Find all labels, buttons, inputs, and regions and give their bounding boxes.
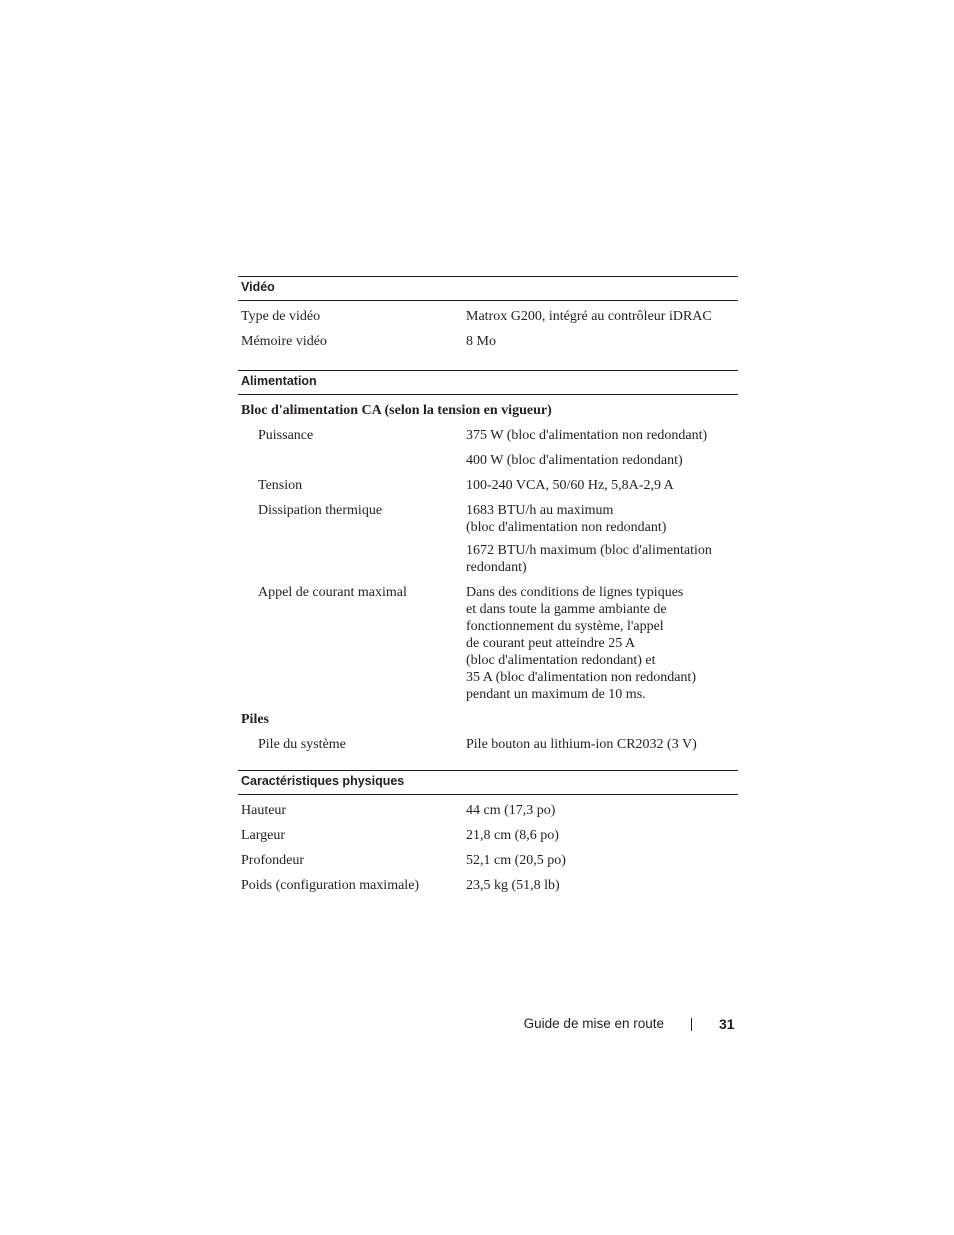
spec-value: 1672 BTU/h maximum (bloc d'alimentation redondant): [466, 543, 712, 575]
spec-table: [238, 276, 738, 894]
spec-row-video-memory: [238, 333, 738, 350]
spec-row-max-inrush-current: [238, 584, 738, 703]
spec-value: 8 Mo: [466, 334, 496, 349]
spec-row-heat-dissipation-redundant: [238, 542, 738, 576]
spec-label: Pile du système: [258, 737, 346, 752]
page-footer: [0, 1014, 954, 1034]
spec-value: 1683 BTU/h au maximum (bloc d'alimentation non redondant): [466, 503, 667, 535]
spec-value: Matrox G200, intégré au contrôleur iDRAC: [466, 309, 712, 324]
spec-value: 44 cm (17,3 po): [466, 803, 556, 818]
spec-value: 52,1 cm (20,5 po): [466, 853, 566, 868]
spec-row-wattage: [238, 427, 738, 444]
spec-row-depth: [238, 852, 738, 869]
spec-label: Profondeur: [241, 853, 304, 868]
page-number: 31: [719, 1016, 735, 1032]
spec-value: 100-240 VCA, 50/60 Hz, 5,8A-2,9 A: [466, 478, 674, 493]
spec-label: Tension: [258, 478, 303, 493]
spec-label: Mémoire vidéo: [241, 334, 327, 349]
subheading-ac-power-supply: Bloc d'alimentation CA (selon la tension en vigueur): [241, 403, 552, 418]
section-header-power: Alimentation: [238, 370, 738, 395]
section-header-physical: Caractéristiques physiques: [238, 770, 738, 795]
spec-label: Dissipation thermique: [258, 503, 383, 518]
spec-value: 23,5 kg (51,8 lb): [466, 878, 560, 893]
spec-label: Largeur: [241, 828, 286, 843]
spec-row-system-battery: [238, 736, 738, 753]
spec-row-heat-dissipation: [238, 502, 738, 536]
spec-label: Hauteur: [241, 803, 287, 818]
spec-row-weight: [238, 877, 738, 894]
section-header-video: Vidéo: [238, 276, 738, 301]
footer-separator: [691, 1018, 692, 1031]
spec-label: Type de vidéo: [241, 309, 321, 324]
section-power: [238, 395, 738, 753]
section-video: [238, 301, 738, 350]
spec-row-wattage-redundant: [238, 452, 738, 469]
spec-label: Poids (configuration maximale): [241, 878, 420, 893]
footer-guide-title: Guide de mise en route: [523, 1016, 664, 1031]
spec-row-width: [238, 827, 738, 844]
spec-row-height: [238, 802, 738, 819]
spec-label: Appel de courant maximal: [258, 585, 407, 600]
section-physical: [238, 795, 738, 894]
spec-value: Dans des conditions de lignes typiques et dans toute la gamme ambiante de fonctionnement du système, l'appel de courant peut atteindre 25 A (bloc d'alimentation redondant) et 35 A (bloc d'alimentation non redondant) pendant un maximum de 10 ms.: [466, 585, 696, 702]
spec-value: 400 W (bloc d'alimentation redondant): [466, 453, 683, 468]
spec-value: 375 W (bloc d'alimentation non redondant): [466, 428, 708, 443]
spec-label: Puissance: [258, 428, 314, 443]
spec-row-voltage: [238, 477, 738, 494]
spec-value: 21,8 cm (8,6 po): [466, 828, 559, 843]
spec-row-video-type: [238, 308, 738, 325]
subheading-batteries: Piles: [241, 712, 269, 727]
spec-value: Pile bouton au lithium-ion CR2032 (3 V): [466, 737, 697, 752]
